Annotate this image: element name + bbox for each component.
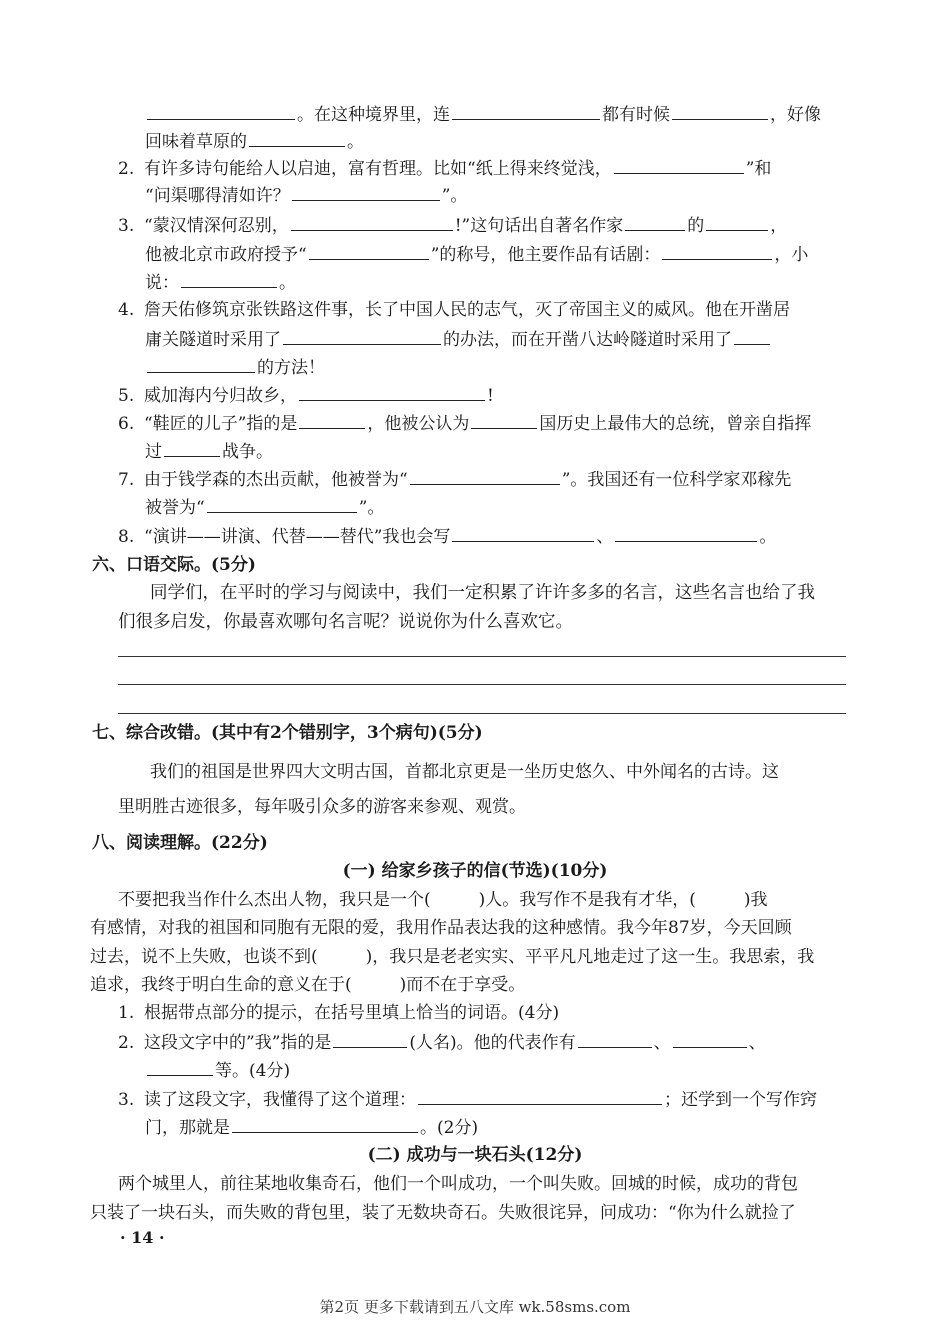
line-grassland: 。在这种境界里，连 都有时候 ，好像 [145, 101, 821, 128]
answer-blank[interactable] [147, 1057, 213, 1076]
answer-blank[interactable] [734, 326, 770, 345]
answer-blank[interactable] [471, 410, 537, 429]
section-7-paragraph: 我们的祖国是世界四大文明古国，首都北京更是一坐历史悠久、中外闻名的古诗。这 [150, 762, 779, 782]
passage-2-line-2: 只装了一块石头，而失败的背包里，装了无数块奇石。失败很诧异，问成功：“你为什么就捡了 [90, 1203, 796, 1223]
page-number: · 14 · [120, 1228, 165, 1247]
answer-blank[interactable] [164, 438, 220, 457]
passage-1-line-4: 追求，我终于明白生命的意义在于( )而不在于享受。 [90, 975, 526, 995]
reading-question-1: 1. 根据带点部分的提示，在括号里填上恰当的词语。(4分) [118, 1003, 560, 1023]
reading-question-3-line-2: 门，那就是 。(2分) [145, 1114, 478, 1141]
answer-line[interactable] [118, 713, 846, 714]
question-2: 2. 有许多诗句能给人以启迪，富有哲理。比如“纸上得来终觉浅， ”和 [118, 155, 771, 182]
answer-blank[interactable] [207, 494, 357, 513]
answer-blank[interactable] [625, 212, 685, 231]
question-7: 7. 由于钱学森的杰出贡献，他被誉为“ ”。我国还有一位科学家邓稼先 [118, 466, 791, 493]
question-6: 6. “鞋匠的儿子”指的是 ，他被公认为 国历史上最伟大的总统，曾亲自指挥 [118, 410, 811, 437]
line-grassland-2: 回味着草原的 。 [145, 128, 364, 155]
answer-blank[interactable] [673, 1029, 747, 1048]
answer-blank[interactable] [418, 1086, 662, 1105]
answer-blank[interactable] [672, 101, 768, 120]
answer-blank[interactable] [147, 354, 255, 373]
answer-blank[interactable] [181, 269, 277, 288]
answer-blank[interactable] [283, 326, 441, 345]
reading-question-2-line-2: 等。(4分) [145, 1057, 290, 1084]
answer-blank[interactable] [309, 241, 429, 260]
section-8-heading: 八、阅读理解。(22分) [92, 833, 268, 853]
reading-question-2: 2. 这段文字中的”我”指的是 (人名)。他的代表作有 、 、 [118, 1029, 766, 1056]
question-3-line-3: 说： 。 [145, 269, 296, 296]
section-6-heading: 六、口语交际。(5分) [92, 555, 256, 575]
answer-line[interactable] [118, 656, 846, 657]
passage-1-title: (一) 给家乡孩子的信(节选)(10分) [342, 861, 608, 881]
answer-blank[interactable] [615, 523, 757, 542]
answer-line[interactable] [118, 684, 846, 685]
answer-blank[interactable] [333, 1029, 407, 1048]
question-8: 8. “演讲——讲演、代替——替代”我也会写 、 。 [118, 523, 776, 550]
answer-blank[interactable] [232, 1114, 418, 1133]
passage-2-line-1: 两个城里人，前往某地收集奇石，他们一个叫成功，一个叫失败。回城的时候，成功的背包 [118, 1174, 798, 1194]
section-6-paragraph: 同学们，在平时的学习与阅读中，我们一定积累了许许多多的名言，这些名言也给了我 [150, 583, 815, 603]
reading-question-3: 3. 读了这段文字，我懂得了这个道理： ；还学到一个写作窍 [118, 1086, 817, 1113]
answer-blank[interactable] [662, 241, 772, 260]
section-7-paragraph-2: 里明胜古迹很多，每年吸引众多的游客来参观、观赏。 [118, 797, 526, 817]
page-footer: 第2页 更多下载请到五八文库 wk.58sms.com [319, 1298, 631, 1316]
section-7-heading: 七、综合改错。(其中有2个错别字，3个病句)(5分) [92, 723, 483, 743]
question-2-line-2: “问渠哪得清如许？ ”。 [145, 182, 467, 209]
answer-blank[interactable] [291, 212, 453, 231]
answer-blank[interactable] [147, 101, 295, 120]
passage-1-line-3: 过去，说不上失败，也谈不到( )，我只是老老实实、平平凡凡地走过了这一生。我思索，我 [90, 947, 815, 967]
answer-blank[interactable] [410, 466, 560, 485]
question-4: 4. 詹天佑修筑京张铁路这件事，长了中国人民的志气，灭了帝国主义的威风。他在开凿居 [118, 300, 790, 320]
question-4-line-3: 的方法！ [145, 354, 325, 381]
question-4-line-2: 庸关隧道时采用了 的办法，而在开凿八达岭隧道时采用了 [145, 326, 772, 353]
answer-blank[interactable] [292, 182, 440, 201]
answer-blank[interactable] [452, 101, 600, 120]
question-3-line-2: 他被北京市政府授予“ ”的称号，他主要作品有话剧： ，小 [145, 241, 808, 268]
answer-blank[interactable] [614, 155, 744, 174]
section-6-paragraph-2: 们很多启发，你最喜欢哪句名言呢？说说你为什么喜欢它。 [118, 612, 573, 632]
answer-blank[interactable] [578, 1029, 652, 1048]
question-3: 3. “蒙汉情深何忍别， !”这句话出自著名作家 的 ， [118, 212, 787, 239]
answer-blank[interactable] [299, 382, 485, 401]
answer-blank[interactable] [249, 128, 345, 147]
passage-1-line-2: 有感情，对我的祖国和同胞有无限的爱，我用作品表达我的这种感情。我今年87岁，今天回顾 [90, 918, 792, 938]
answer-blank[interactable] [706, 212, 768, 231]
question-7-line-2: 被誉为“ ”。 [145, 494, 384, 521]
answer-blank[interactable] [452, 523, 594, 542]
answer-blank[interactable] [299, 410, 365, 429]
passage-2-title: (二) 成功与一块石头(12分) [367, 1145, 583, 1165]
question-6-line-2: 过 战争。 [145, 438, 273, 465]
question-5: 5. 威加海内兮归故乡， ! [118, 382, 494, 409]
passage-1-line-1: 不要把我当作什么杰出人物，我只是一个( )人。我写作不是我有才华，( )我 [118, 890, 768, 910]
